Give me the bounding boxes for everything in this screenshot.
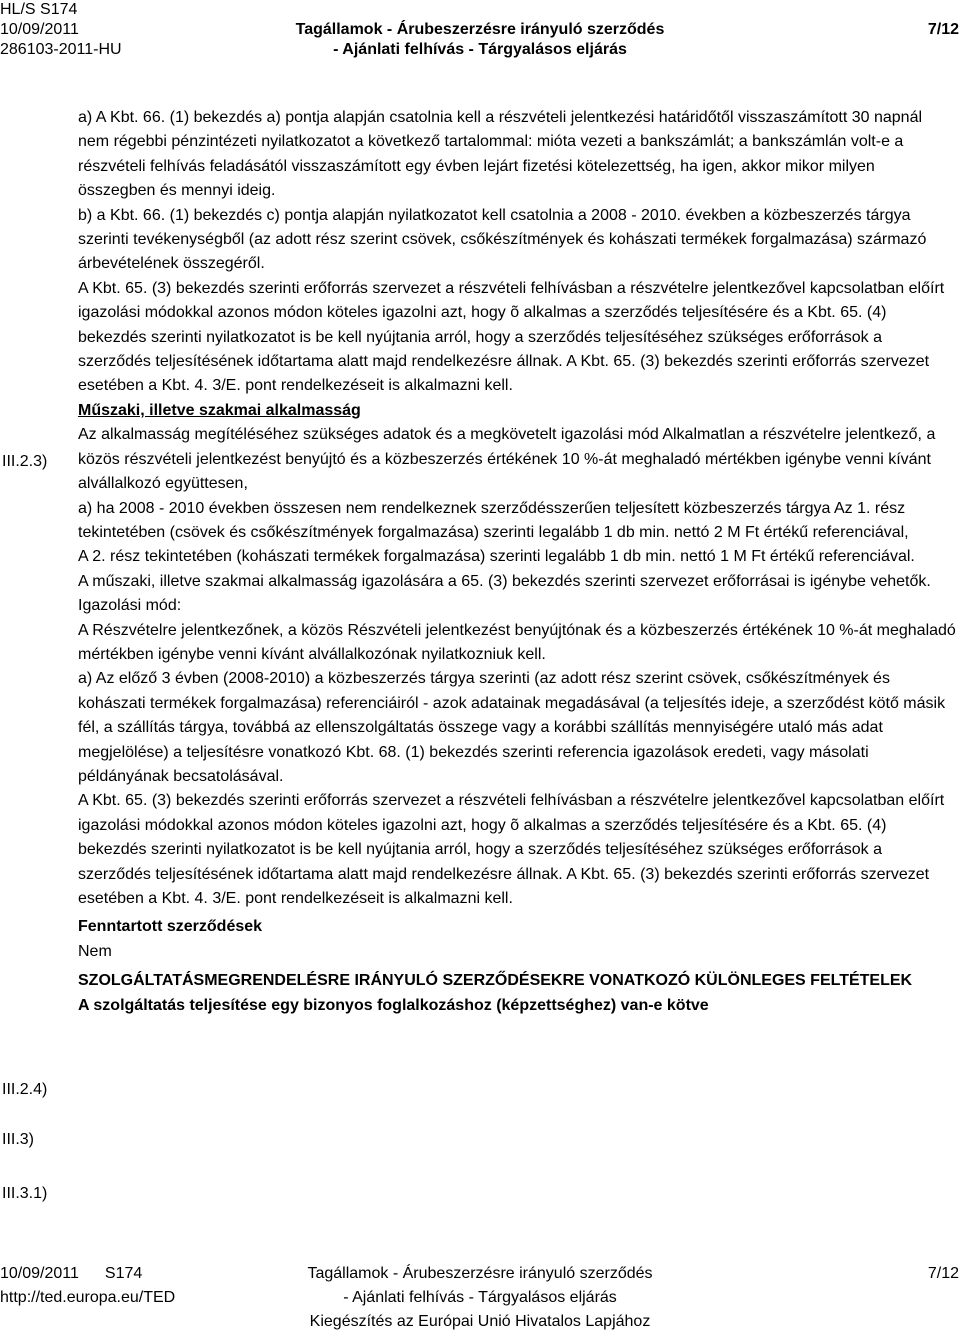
financial-requirement-b: b) a Kbt. 66. (1) bekezdés c) pontja alapján nyilatkozatot kell csatolnia a 2008 - 2010. években a közbeszerzés tárgya szerinti tevékenységből (az adott rész szerint csövek, csőkészítmények és kohászati termékek forgalmazása) származó árbevételének összegéről.	[78, 206, 927, 273]
particular-profession-heading: A szolgáltatás teljesítése egy bizonyos foglalkozáshoz (képzettséghez) van-e kötve	[78, 996, 709, 1014]
notice-number: 286103-2011-HU	[0, 41, 122, 58]
technical-capacity-resources: A műszaki, illetve szakmai alkalmasság igazolására a 65. (3) bekezdés szerinti szervezet erőforrásai is igénybe vehetők.	[78, 572, 931, 590]
footer-line3: Kiegészítés az Európai Unió Hivatalos Lapjához	[309, 1313, 651, 1330]
proof-method-label: Igazolási mód:	[78, 597, 182, 615]
section-number-iii-3-1: III.3.1)	[2, 1185, 48, 1202]
proof-method-intro: A Részvételre jelentkezőnek, a közös Részvételi jelentkezést benyújtónak és a közbeszerzés értékének 10 %-át meghaladó mértékben igénybe venni kívánt alvállalkozónak nyilatkozniuk kell.	[78, 621, 956, 663]
footer-series: S174	[104, 1265, 143, 1282]
notice-body	[78, 106, 956, 1018]
technical-capacity-a: a) ha 2008 - 2010 években összesen nem rendelkeznek szerződésszerűen teljesített közbeszerzés tárgya Az 1. rész tekintetében (csövek és csőkészítmények forgalmazása) szerinti legalább 1 db min. nettó 2 M Ft értékű referenciával,	[78, 499, 909, 541]
footer-date: 10/09/2011	[0, 1265, 79, 1282]
footer-page-number: 7/12	[927, 1265, 959, 1282]
service-contract-conditions-heading: SZOLGÁLTATÁSMEGRENDELÉSRE IRÁNYULÓ SZERZŐDÉSEKRE VONATKOZÓ KÜLÖNLEGES FELTÉTELEK	[78, 972, 913, 990]
proof-resource-organisation: A Kbt. 65. (3) bekezdés szerinti erőforrás szervezet a részvételi felhívásban a részvételre jelentkezővel kapcsolatban előírt igazolási módokkal azonos módon köteles igazolni azt, hogy õ alkalmas a szerződés teljesítésére és a Kbt. 65. (4) bekezdés szerinti nyilatkozatot is be kell nyújtania arról, hogy a szerződés teljesítéséhez szükséges erőforrások a szerződés teljesítésének időtartama alatt majd rendelkezésre állnak. A Kbt. 65. (3) bekezdés szerinti erőforrás szervezet esetében a Kbt. 4. 3/E. pont rendelkezéseit is alkalmazni kell.	[78, 792, 945, 907]
header-title	[0, 20, 960, 60]
section-number-iii-2-3: III.2.3)	[2, 453, 48, 470]
technical-capacity-intro: Az alkalmasság megítéléséhez szükséges adatok és a megkövetelt igazolási mód Alkalmatlan a részvételre jelentkező, a közös részvételi jelentkezést benyújtó és a közbeszerzés értékének 10 %-át meghaladó mértékben igénybe venni kívánt alvállalkozó együttesen,	[78, 426, 936, 493]
header-title-line1: Tagállamok - Árubeszerzésre irányuló szerződés	[295, 21, 665, 38]
footer-url: http://ted.europa.eu/TED	[0, 1289, 176, 1306]
proof-method-a: a) Az előző 3 évben (2008-2010) a közbeszerzés tárgya szerinti (az adott rész szerint csövek, csőkészítmények és kohászati termékek forgalmazása) referenciáiról - azok adatainak megadásával (a teljesítés ideje, a szerződést kötő másik fél, a szállítás tárgya, továbbá az ellenszolgáltatás összege vagy a korábbi szállítás mennyiségére utaló más adat megjelölése) a teljesítésre vonatkozó Kbt. 68. (1) bekezdés szerinti referencia igazolások eredeti, vagy másolati példányának becsatolásával.	[78, 670, 946, 785]
section-number-iii-2-4: III.2.4)	[2, 1081, 48, 1098]
financial-requirement-a: a) A Kbt. 66. (1) bekezdés a) pontja alapján csatolnia kell a részvételi jelentkezési határidőtől visszaszámított 30 napnál nem régebbi pénzintézeti nyilatkozatot a következő tartalommal: mióta vezeti a bankszámlát; a bankszámlán volt-e a részvételi felhívás feladásától visszaszámított egy évben lejárt fizetési kötelezettség, ha igen, akkor mikor milyen összegben és mennyi ideig.	[78, 109, 923, 200]
section-number-iii-3: III.3)	[2, 1131, 35, 1148]
doc-id: HL/S S174	[0, 1, 78, 18]
reserved-contracts-value: Nem	[78, 942, 112, 960]
footer-center	[0, 1262, 960, 1334]
footer-line2: - Ajánlati felhívás - Tárgyalásos eljárás	[343, 1289, 617, 1306]
header-title-line2: - Ajánlati felhívás - Tárgyalásos eljárás	[333, 41, 627, 58]
resource-organisation-text: A Kbt. 65. (3) bekezdés szerinti erőforrás szervezet a részvételi felhívásban a részvételre jelentkezővel kapcsolatban előírt igazolási módokkal azonos módon köteles igazolni azt, hogy õ alkalmas a szerződés teljesítésére és a Kbt. 65. (4) bekezdés szerinti nyilatkozatot is be kell nyújtania arról, hogy a szerződés teljesítéséhez szükséges erőforrások a szerződés teljesítésének időtartama alatt majd rendelkezésre állnak. A Kbt. 65. (3) bekezdés szerinti erőforrás szervezet esetében a Kbt. 4. 3/E. pont rendelkezéseit is alkalmazni kell.	[78, 279, 945, 395]
header-date: 10/09/2011	[0, 21, 79, 38]
technical-capacity-part2: A 2. rész tekintetében (kohászati termékek forgalmazása) szerinti legalább 1 db min. nettó 1 M Ft értékű referenciával.	[78, 548, 915, 566]
technical-capacity-heading: Műszaki, illetve szakmai alkalmasság	[78, 401, 361, 419]
reserved-contracts-heading: Fenntartott szerződések	[78, 918, 263, 936]
footer-line1: Tagállamok - Árubeszerzésre irányuló szerződés	[307, 1265, 653, 1282]
header-page-number: 7/12	[927, 21, 959, 38]
